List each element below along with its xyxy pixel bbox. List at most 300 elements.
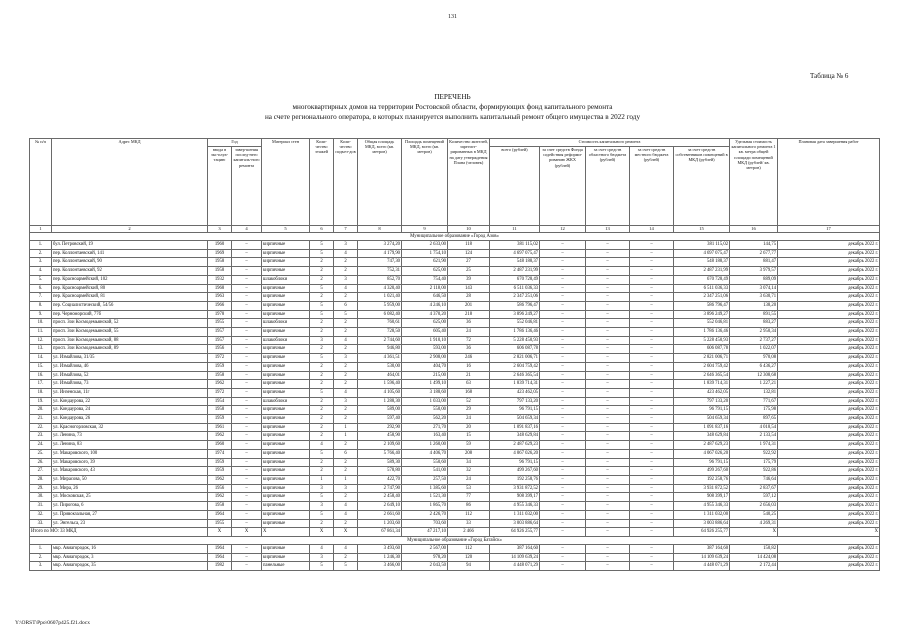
table-cell: 218 <box>448 310 490 319</box>
table-cell: 21 <box>448 371 490 380</box>
column-number: 8 <box>358 226 402 233</box>
header-address: Адрес МКД <box>52 139 208 226</box>
table-cell: 2 633,00 <box>402 241 448 250</box>
document-title <box>0 92 905 122</box>
table-cell: 1 022,07 <box>730 345 778 354</box>
table-cell: – <box>540 441 586 450</box>
table-cell: 6 082,40 <box>358 310 402 319</box>
table-cell: ул. Пирогова, 6 <box>52 502 208 511</box>
title-line-1: ПЕРЕЧЕНЬ <box>434 93 471 101</box>
table-cell: 4 320,40 <box>358 284 402 293</box>
header-floors: Коли-чество этажей <box>310 139 334 226</box>
table-cell: 746,64 <box>730 475 778 484</box>
table-cell: 1 499,10 <box>402 380 448 389</box>
table-cell: – <box>586 432 630 441</box>
table-cell: кирпичные <box>262 432 310 441</box>
table-cell: 2 458,40 <box>358 493 402 502</box>
table-cell: – <box>540 293 586 302</box>
table-cell: – <box>630 510 674 519</box>
table-cell: декабрь 2022 г. <box>778 458 880 467</box>
header-cost-fund: за счет средств Фонда содействия реформи-рованию ЖКХ (рублей) <box>540 147 586 226</box>
table-cell: декабрь 2022 г. <box>778 502 880 511</box>
table-cell: 4 <box>334 284 358 293</box>
table-cell: 4 269,31 <box>730 519 778 528</box>
table-cell: 16 <box>448 362 490 371</box>
table-cell: 1 786 136,46 <box>490 328 540 337</box>
table-cell: декабрь 2022 г. <box>778 493 880 502</box>
table-cell: – <box>232 502 262 511</box>
table-cell: 883,27 <box>730 319 778 328</box>
table-cell: 5 <box>310 249 334 258</box>
table-cell: 2 <box>334 406 358 415</box>
table-cell: – <box>540 267 586 276</box>
table-cell: декабрь 2022 г. <box>778 553 880 562</box>
table-cell: 1957 <box>208 328 232 337</box>
table-row <box>30 371 880 380</box>
table-cell: – <box>540 458 586 467</box>
table-cell: 552 046,81 <box>674 319 730 328</box>
table-cell: пер. Красноармейский, 81 <box>52 293 208 302</box>
table-cell: 2 <box>310 275 334 284</box>
table-cell: кирпичные <box>262 441 310 450</box>
table-cell: 4 406,70 <box>402 449 448 458</box>
table-cell: 3 493,60 <box>358 544 402 553</box>
table-cell: декабрь 2022 г. <box>778 275 880 284</box>
column-number-row <box>30 226 880 233</box>
table-cell: – <box>540 423 586 432</box>
table-cell: 192 258,76 <box>674 475 730 484</box>
table-cell: – <box>630 336 674 345</box>
table-cell: 4 448 071,29 <box>674 562 730 571</box>
table-cell: – <box>586 475 630 484</box>
table-cell: 3. <box>30 562 52 571</box>
table-cell: 27. <box>30 467 52 476</box>
table-cell: 1 839 714,31 <box>490 380 540 389</box>
table-cell: – <box>586 388 630 397</box>
table-cell: 2 <box>334 319 358 328</box>
table-cell: 6 511 036,33 <box>674 284 730 293</box>
table-cell: 1968 <box>208 284 232 293</box>
table-cell: 1956 <box>208 345 232 354</box>
table-cell: 5 <box>334 310 358 319</box>
table-cell: – <box>586 371 630 380</box>
table-cell: 530,00 <box>358 362 402 371</box>
table-cell: 2 <box>310 319 334 328</box>
table-cell: 29. <box>30 484 52 493</box>
total-cell: X <box>310 528 334 537</box>
table-cell: кирпичные <box>262 553 310 562</box>
table-cell: 3 931 872,52 <box>674 484 730 493</box>
table-cell: – <box>586 544 630 553</box>
table-cell: кирпичные <box>262 241 310 250</box>
table-cell: 1 246,30 <box>358 553 402 562</box>
table-cell: 24 <box>448 475 490 484</box>
table-cell: 4 370,20 <box>402 310 448 319</box>
table-cell: – <box>586 449 630 458</box>
table-cell: 144,75 <box>730 241 778 250</box>
table-cell: 1955 <box>208 319 232 328</box>
table-cell: 625,00 <box>402 319 448 328</box>
table-cell: просп. Зои Космодемьянской, 89 <box>52 345 208 354</box>
table-row <box>30 293 880 302</box>
table-cell: 550,00 <box>402 406 448 415</box>
table-cell: – <box>586 423 630 432</box>
table-cell: 2 426,70 <box>402 510 448 519</box>
column-number: 6 <box>310 226 334 233</box>
table-row <box>30 432 880 441</box>
table-body <box>30 226 880 571</box>
table-cell: кирпичные <box>262 423 310 432</box>
table-cell: 387 164,60 <box>674 544 730 553</box>
table-cell: – <box>540 519 586 528</box>
table-cell: – <box>540 319 586 328</box>
table-cell: 3 274,20 <box>358 241 402 250</box>
table-cell: 1964 <box>208 510 232 519</box>
table-row <box>30 510 880 519</box>
column-number: 3 <box>208 226 232 233</box>
table-row <box>30 354 880 363</box>
table-cell: – <box>540 275 586 284</box>
table-cell: декабрь 2022 г. <box>778 362 880 371</box>
table-wrapper <box>29 138 879 571</box>
table-cell: 1 033,00 <box>402 397 448 406</box>
table-cell: просп. Зои Космодемьянской, 55 <box>52 328 208 337</box>
table-cell: 1 910,10 <box>402 336 448 345</box>
table-row <box>30 310 880 319</box>
section-row <box>30 233 880 241</box>
table-cell: – <box>232 441 262 450</box>
table-cell: 4 <box>334 249 358 258</box>
table-cell: 2 <box>334 493 358 502</box>
table-cell: 3 <box>310 484 334 493</box>
table-cell: 28 <box>448 293 490 302</box>
table-cell: 2 347 251,06 <box>490 293 540 302</box>
table-row <box>30 284 880 293</box>
table-cell: 499 267,60 <box>490 467 540 476</box>
table-cell: пер. Социалистический, 54/56 <box>52 301 208 310</box>
table-cell: 5 <box>310 510 334 519</box>
table-cell: 1958 <box>208 267 232 276</box>
table-cell: 3 188,60 <box>402 388 448 397</box>
table-cell: 597,40 <box>358 415 402 424</box>
table-cell: 3 466,00 <box>358 562 402 571</box>
table-row <box>30 397 880 406</box>
table-cell: – <box>540 284 586 293</box>
table-cell: – <box>540 249 586 258</box>
table-cell: 3 630,71 <box>730 293 778 302</box>
table-cell: – <box>586 553 630 562</box>
total-label: Итого по МО: 33 МКД <box>30 528 208 537</box>
table-cell: декабрь 2022 г. <box>778 284 880 293</box>
table-cell: 2. <box>30 553 52 562</box>
table-cell: 36 <box>448 319 490 328</box>
table-cell: 86 <box>448 502 490 511</box>
table-cell: 381 115,02 <box>674 241 730 250</box>
table-cell: панельные <box>262 562 310 571</box>
table-cell: 3 003 886,64 <box>674 519 730 528</box>
header-year-built: ввода в экс-плуа-тацию <box>208 147 232 226</box>
table-cell: 1 839 714,31 <box>674 380 730 389</box>
table-cell: 2 <box>310 371 334 380</box>
table-cell: 1958 <box>208 371 232 380</box>
table-cell: – <box>540 362 586 371</box>
total-cell: – <box>540 528 586 537</box>
table-cell: ул. Ленина, 73 <box>52 432 208 441</box>
table-cell: декабрь 2022 г. <box>778 484 880 493</box>
total-cell: X <box>730 528 778 537</box>
table-cell: 1 521,30 <box>402 493 448 502</box>
table-cell: 18. <box>30 388 52 397</box>
table-cell: 550,60 <box>402 458 448 467</box>
table-cell: – <box>630 562 674 571</box>
table-cell: 881,47 <box>730 258 778 267</box>
table-cell: 922,92 <box>730 449 778 458</box>
table-cell: декабрь 2022 г. <box>778 293 880 302</box>
table-cell: 1 754,10 <box>402 249 448 258</box>
table-cell: 646,50 <box>402 293 448 302</box>
column-number: 13 <box>586 226 630 233</box>
table-cell: 728,50 <box>358 328 402 337</box>
table-cell: 24 <box>448 328 490 337</box>
table-cell: 2. <box>30 249 52 258</box>
table-cell: декабрь 2022 г. <box>778 328 880 337</box>
table-cell: 422,70 <box>358 475 402 484</box>
table-cell: 1 596,40 <box>358 380 402 389</box>
table-cell: 1 091 837,16 <box>490 423 540 432</box>
table-cell: 9. <box>30 310 52 319</box>
table-cell: – <box>540 502 586 511</box>
table-cell: 552 046,81 <box>490 319 540 328</box>
table-cell: 1959 <box>208 362 232 371</box>
table-cell: – <box>630 432 674 441</box>
table-cell: 39 <box>448 275 490 284</box>
table-cell: кирпичные <box>262 406 310 415</box>
table-cell: 1958 <box>208 406 232 415</box>
table-cell: 2 <box>334 345 358 354</box>
total-cell: 47 217,10 <box>402 528 448 537</box>
table-cell: 4 <box>310 441 334 450</box>
table-cell: 2 <box>310 362 334 371</box>
table-cell: кирпичные <box>262 362 310 371</box>
table-cell: 2 <box>334 458 358 467</box>
table-cell: 11. <box>30 328 52 337</box>
table-row <box>30 553 880 562</box>
table-cell: ул. Красногорловская, 32 <box>52 423 208 432</box>
table-cell: 908 399,17 <box>490 493 540 502</box>
table-cell: 8. <box>30 301 52 310</box>
table-cell: 1966 <box>208 301 232 310</box>
table-cell: – <box>586 249 630 258</box>
table-cell: – <box>586 328 630 337</box>
title-line-3: на счете регионального оператора, в которых планируется выполнить капитальный ремонт общего имущества в 2022 году <box>264 113 641 121</box>
table-cell: 1982 <box>208 562 232 571</box>
table-cell: 1 <box>310 475 334 484</box>
table-cell: 423 462,05 <box>490 388 540 397</box>
table-cell: 6 511 036,33 <box>490 284 540 293</box>
table-cell: – <box>630 502 674 511</box>
table-cell: 5. <box>30 275 52 284</box>
table-cell: 891,55 <box>730 310 778 319</box>
table-row <box>30 362 880 371</box>
table-cell: 2 837,67 <box>730 484 778 493</box>
table-cell: 2 646 365,54 <box>490 371 540 380</box>
table-cell: просп. Зои Космодемьянской, 52 <box>52 319 208 328</box>
table-cell: кирпичные <box>262 310 310 319</box>
table-cell: 2 821 006,71 <box>674 354 730 363</box>
table-cell: кирпичные <box>262 371 310 380</box>
table-cell: 3 <box>310 336 334 345</box>
table-cell: – <box>630 241 674 250</box>
table-cell: – <box>630 328 674 337</box>
table-cell: – <box>630 441 674 450</box>
table-cell: – <box>630 354 674 363</box>
table-cell: кирпичные <box>262 249 310 258</box>
table-cell: 28. <box>30 475 52 484</box>
table-cell: кирпичные <box>262 449 310 458</box>
table-cell: 2 <box>334 293 358 302</box>
table-cell: декабрь 2022 г. <box>778 449 880 458</box>
total-cell: – <box>586 528 630 537</box>
table-cell: – <box>232 293 262 302</box>
table-cell: 2 <box>310 458 334 467</box>
table-row <box>30 249 880 258</box>
table-cell: 625,00 <box>402 267 448 276</box>
table-cell: 2 487 231,99 <box>674 267 730 276</box>
table-cell: 33. <box>30 519 52 528</box>
table-cell: 1962 <box>208 493 232 502</box>
table-cell: декабрь 2022 г. <box>778 354 880 363</box>
table-row <box>30 458 880 467</box>
table-cell: 2 646 365,54 <box>674 371 730 380</box>
table-row <box>30 562 880 571</box>
table-cell: кирпичные <box>262 493 310 502</box>
table-cell: 1 <box>334 423 358 432</box>
table-cell: – <box>586 441 630 450</box>
total-cell: – <box>630 528 674 537</box>
table-cell: 3 <box>310 553 334 562</box>
table-cell: 72 <box>448 336 490 345</box>
table-cell: 1959 <box>208 467 232 476</box>
table-cell: пер. Коллонтаевский, 141 <box>52 249 208 258</box>
table-cell: пер. Коллонтаевский, 92 <box>52 267 208 276</box>
table-header <box>30 139 880 226</box>
table-cell: 747,30 <box>358 258 402 267</box>
table-cell: декабрь 2022 г. <box>778 371 880 380</box>
table-cell: ул. Мира, 26 <box>52 484 208 493</box>
table-cell: 201 <box>448 301 490 310</box>
total-cell: X <box>232 528 262 537</box>
table-cell: 946,80 <box>358 345 402 354</box>
table-cell: – <box>540 493 586 502</box>
total-cell: X <box>778 528 880 537</box>
table-cell: бул. Петровский, 19 <box>52 241 208 250</box>
table-cell: 5 959,00 <box>358 301 402 310</box>
table-cell: 2 <box>310 267 334 276</box>
table-cell: кирпичные <box>262 467 310 476</box>
table-cell: – <box>540 449 586 458</box>
total-row <box>30 528 880 537</box>
table-cell: 1 <box>334 475 358 484</box>
table-cell: – <box>232 562 262 571</box>
table-cell: декабрь 2022 г. <box>778 475 880 484</box>
table-cell: 2 <box>334 267 358 276</box>
repair-table <box>29 138 880 571</box>
table-cell: 1 091 837,16 <box>674 423 730 432</box>
table-cell: 118 <box>448 241 490 250</box>
table-cell: 4 361,51 <box>358 354 402 363</box>
table-cell: ул. Кондаурова, 24 <box>52 406 208 415</box>
table-cell: – <box>232 249 262 258</box>
table-cell: – <box>540 336 586 345</box>
table-cell: 10. <box>30 319 52 328</box>
table-cell: 464,01 <box>358 371 402 380</box>
table-cell: 3 <box>334 275 358 284</box>
table-cell: – <box>232 284 262 293</box>
table-cell: 1932 <box>208 275 232 284</box>
table-cell: 32. <box>30 510 52 519</box>
table-cell: 1 786 136,46 <box>674 328 730 337</box>
table-cell: – <box>630 406 674 415</box>
table-row <box>30 467 880 476</box>
table-cell: 4 697 075,47 <box>490 249 540 258</box>
table-cell: – <box>232 510 262 519</box>
table-cell: – <box>586 293 630 302</box>
table-cell: 5 <box>310 284 334 293</box>
table-cell: 150,82 <box>730 544 778 553</box>
table-cell: – <box>630 449 674 458</box>
table-cell: 132,81 <box>730 388 778 397</box>
table-cell: декабрь 2022 г. <box>778 510 880 519</box>
table-cell: декабрь 2022 г. <box>778 432 880 441</box>
table-cell: 2 567,00 <box>402 544 448 553</box>
table-cell: 3 896 249,27 <box>674 310 730 319</box>
table-cell: 112 <box>448 544 490 553</box>
table-cell: 246 <box>448 354 490 363</box>
table-cell: 771,67 <box>730 397 778 406</box>
header-num: № п/п <box>30 139 52 226</box>
table-cell: – <box>232 519 262 528</box>
table-cell: – <box>232 354 262 363</box>
table-cell: 1960 <box>208 441 232 450</box>
table-cell: 605,40 <box>402 328 448 337</box>
table-cell: – <box>630 415 674 424</box>
table-cell: 589,00 <box>358 406 402 415</box>
table-cell: – <box>232 449 262 458</box>
table-cell: 175,98 <box>730 406 778 415</box>
table-cell: 548 188,37 <box>490 258 540 267</box>
table-cell: кирпичные <box>262 258 310 267</box>
table-cell: – <box>540 310 586 319</box>
table-cell: 21. <box>30 415 52 424</box>
total-cell: X <box>262 528 310 537</box>
table-cell: – <box>232 415 262 424</box>
table-row <box>30 449 880 458</box>
table-cell: 1 311 032,00 <box>674 510 730 519</box>
table-cell: 423 462,05 <box>674 388 730 397</box>
table-cell: 2 <box>310 423 334 432</box>
table-cell: 2 <box>310 415 334 424</box>
table-cell: 5 <box>310 301 334 310</box>
table-cell: – <box>540 415 586 424</box>
table-cell: 112 <box>448 510 490 519</box>
table-cell: – <box>540 388 586 397</box>
table-cell: декабрь 2022 г. <box>778 388 880 397</box>
table-cell: 1964 <box>208 553 232 562</box>
table-cell: 2 109,60 <box>358 441 402 450</box>
table-cell: 1 <box>334 432 358 441</box>
table-cell: – <box>540 467 586 476</box>
table-cell: 348 629,84 <box>490 432 540 441</box>
